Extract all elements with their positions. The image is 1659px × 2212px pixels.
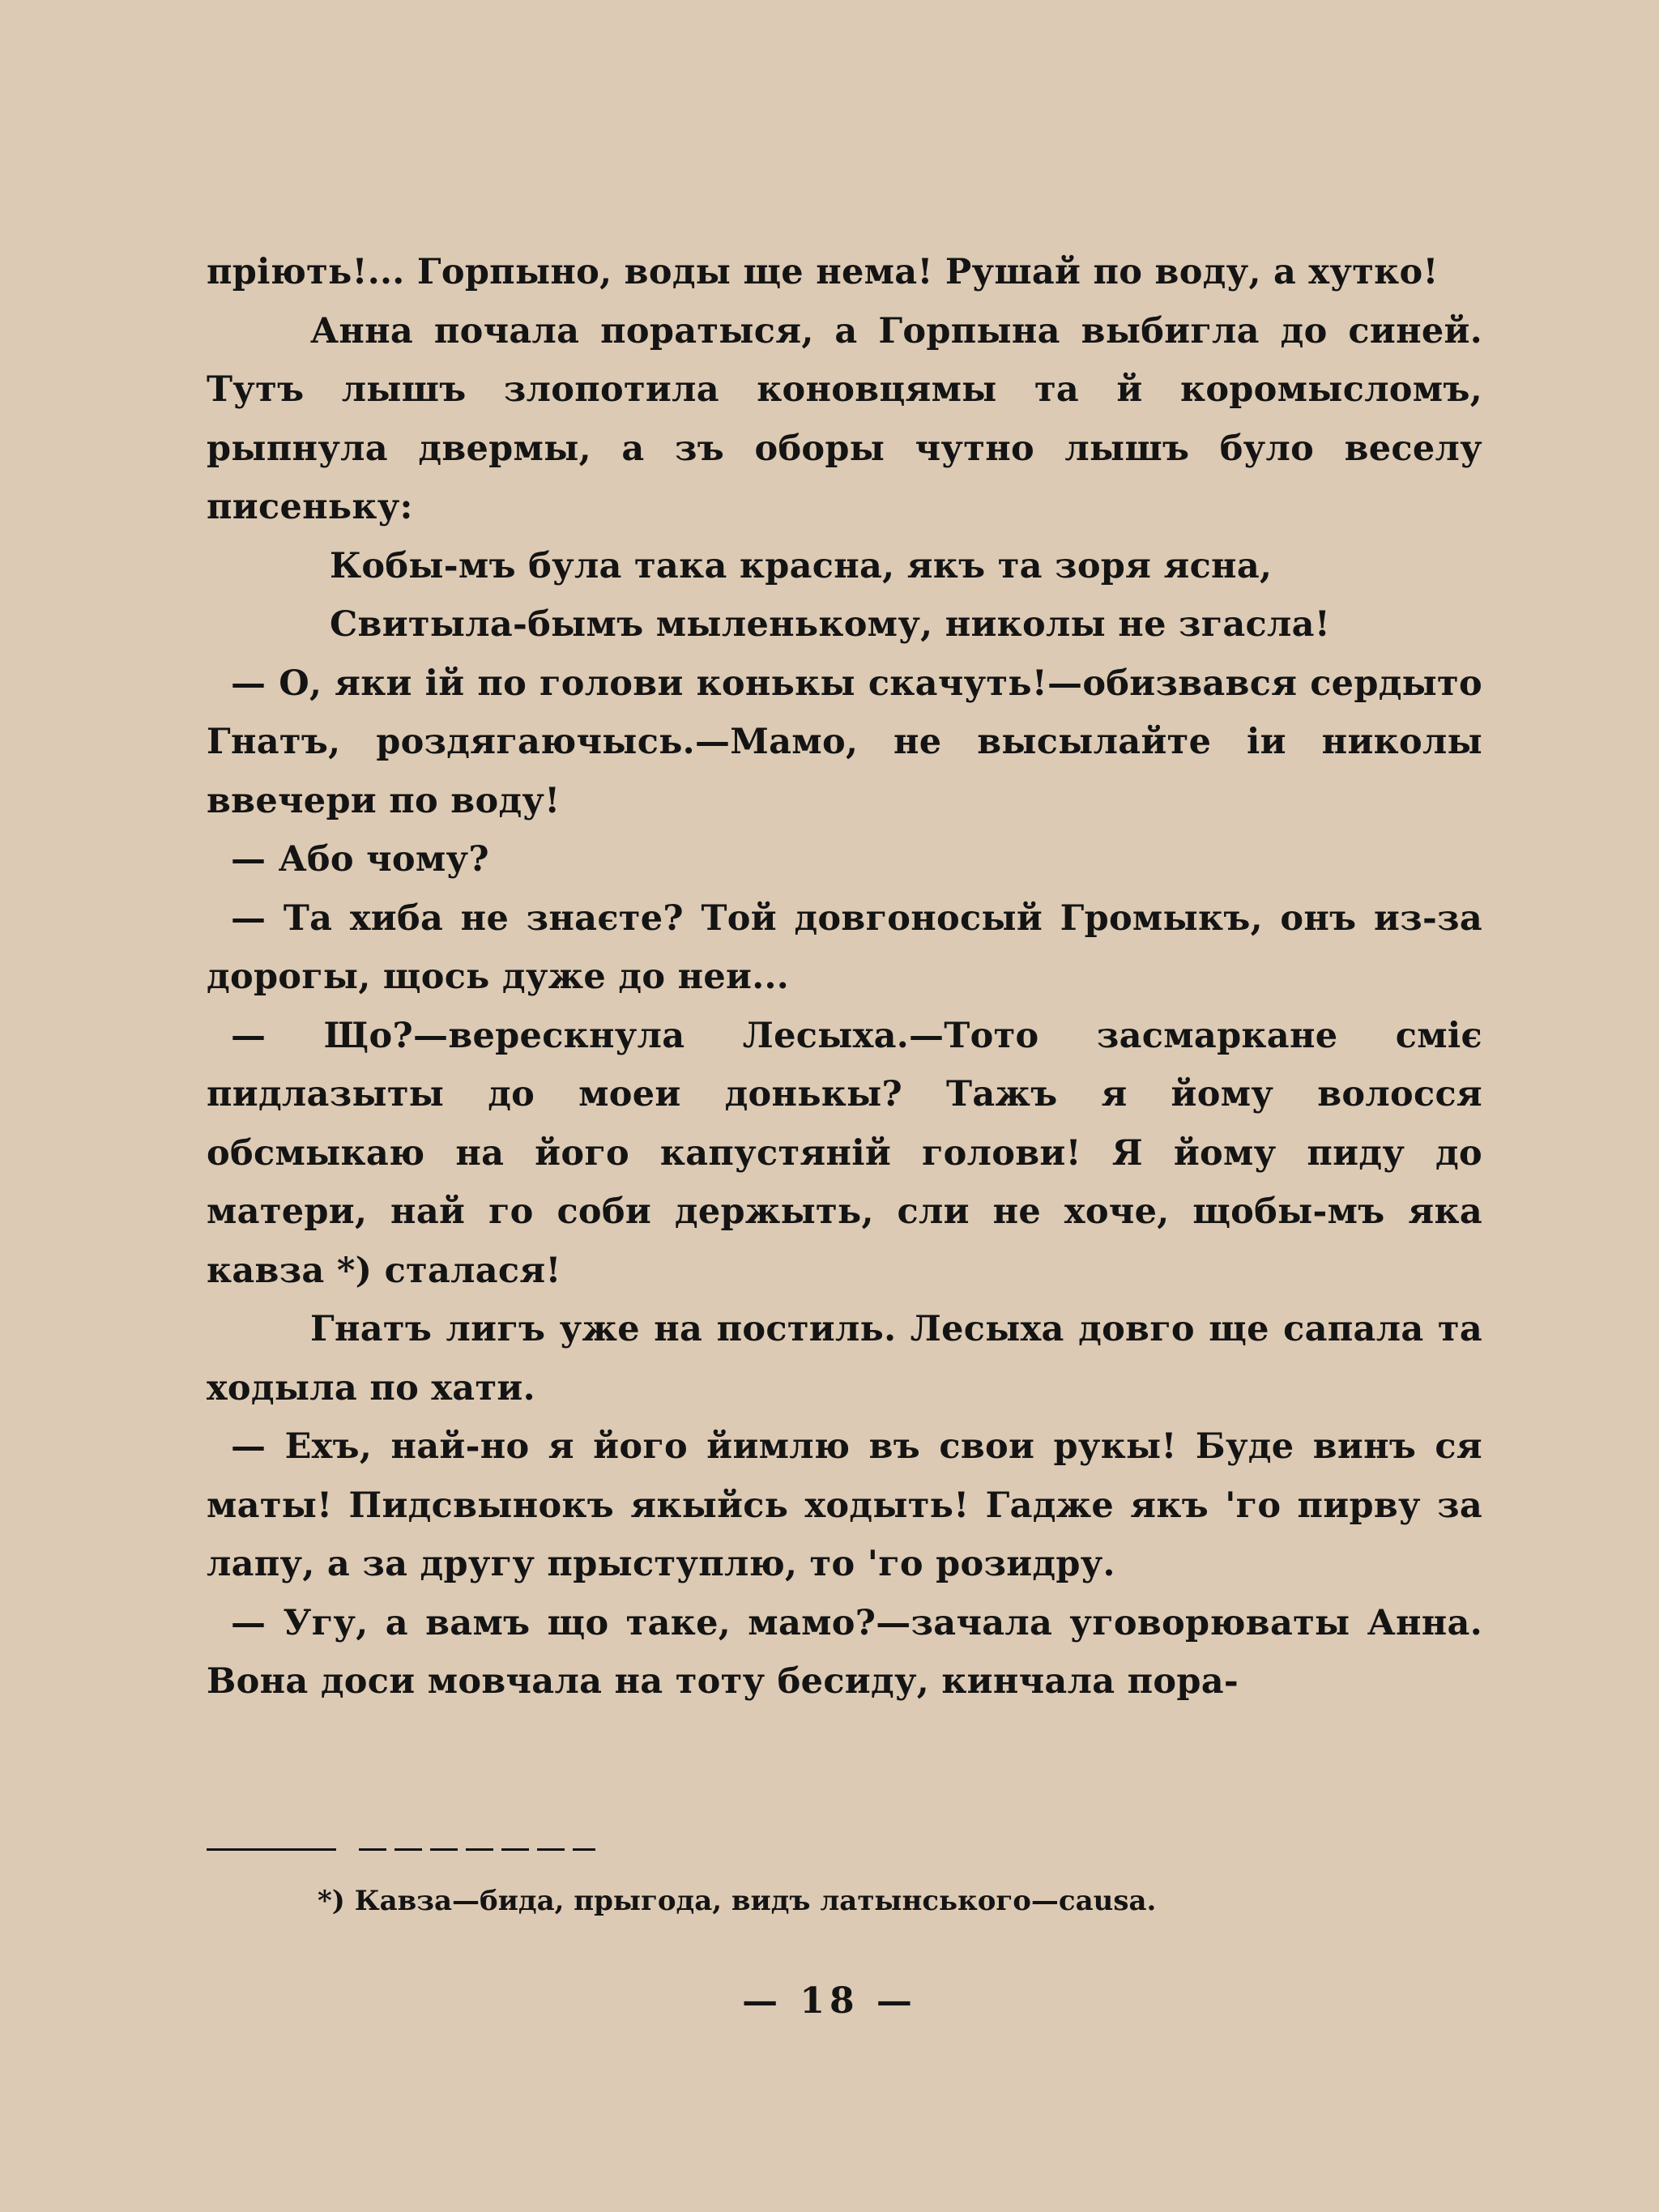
paragraph-narration: Гнатъ лигъ уже на постиль. Лесыха довго ще сапала та ходыла по хати. [207, 1309, 1482, 1409]
dialogue-3: — Та хиба не знаєте? Той довгоносый Громыкъ, онъ из-за дорогы, щось дуже до неи... [207, 897, 1482, 997]
footnote-separator [207, 1848, 595, 1852]
dialogue-5: — Ехъ, най-но я його йимлю въ свои рукы! Буде винъ ся маты! Пидсвынокъ якыйсь ходыть! Гадже якъ 'го пирву за лапу, а за другу прыступлю, то 'го розидру. [207, 1426, 1482, 1584]
paragraph-2: Анна почала поратыся, а Горпына выбигла до синей. Тутъ лышъ злопотила коновцямы та й коромысломъ, рыпнула двермы, а зъ оборы чутно лышъ було веселу писеньку: [207, 310, 1482, 527]
footnote: *) Кавза—бида, прыгода, видъ латынського—causa. [318, 1885, 1157, 1917]
dialogue-1: — О, яки ій по голови конькы скачуть!—обизвався сердыто Гнатъ, роздягаючысь.—Мамо, не высылайте іи николы ввечери по воду! [207, 663, 1482, 821]
verse-line-2: Свитыла-бымъ мыленькому, николы не згасла! [330, 604, 1330, 645]
separator-line-solid [207, 1848, 336, 1851]
dialogue-2: — Або чому? [231, 839, 489, 880]
separator-line-dashed [359, 1848, 595, 1851]
dialogue-4: — Що?—верескнула Лесыха.—Тото засмаркане сміє пидлазыты до моеи донькы? Тажъ я йому волосся обсмыкаю на його капустяній голови! Я йому пиду до матери, най го соби держыть, сли не хоче, щобы-мъ яка кавза *) сталася! [207, 1015, 1482, 1291]
paragraph-1: пріють!... Горпыно, воды ще нема! Рушай по воду, а хутко! [207, 252, 1439, 292]
verse-line-1: Кобы-мъ була така красна, якъ та зоря ясна, [330, 545, 1273, 586]
body-text [207, 243, 1482, 1711]
page-number: — 18 — [742, 1980, 917, 2022]
dialogue-6: — Угу, а вамъ що таке, мамо?—зачала уговорюваты Анна. Вона доси мовчала на тоту бесиду, кинчала пора- [207, 1602, 1482, 1702]
